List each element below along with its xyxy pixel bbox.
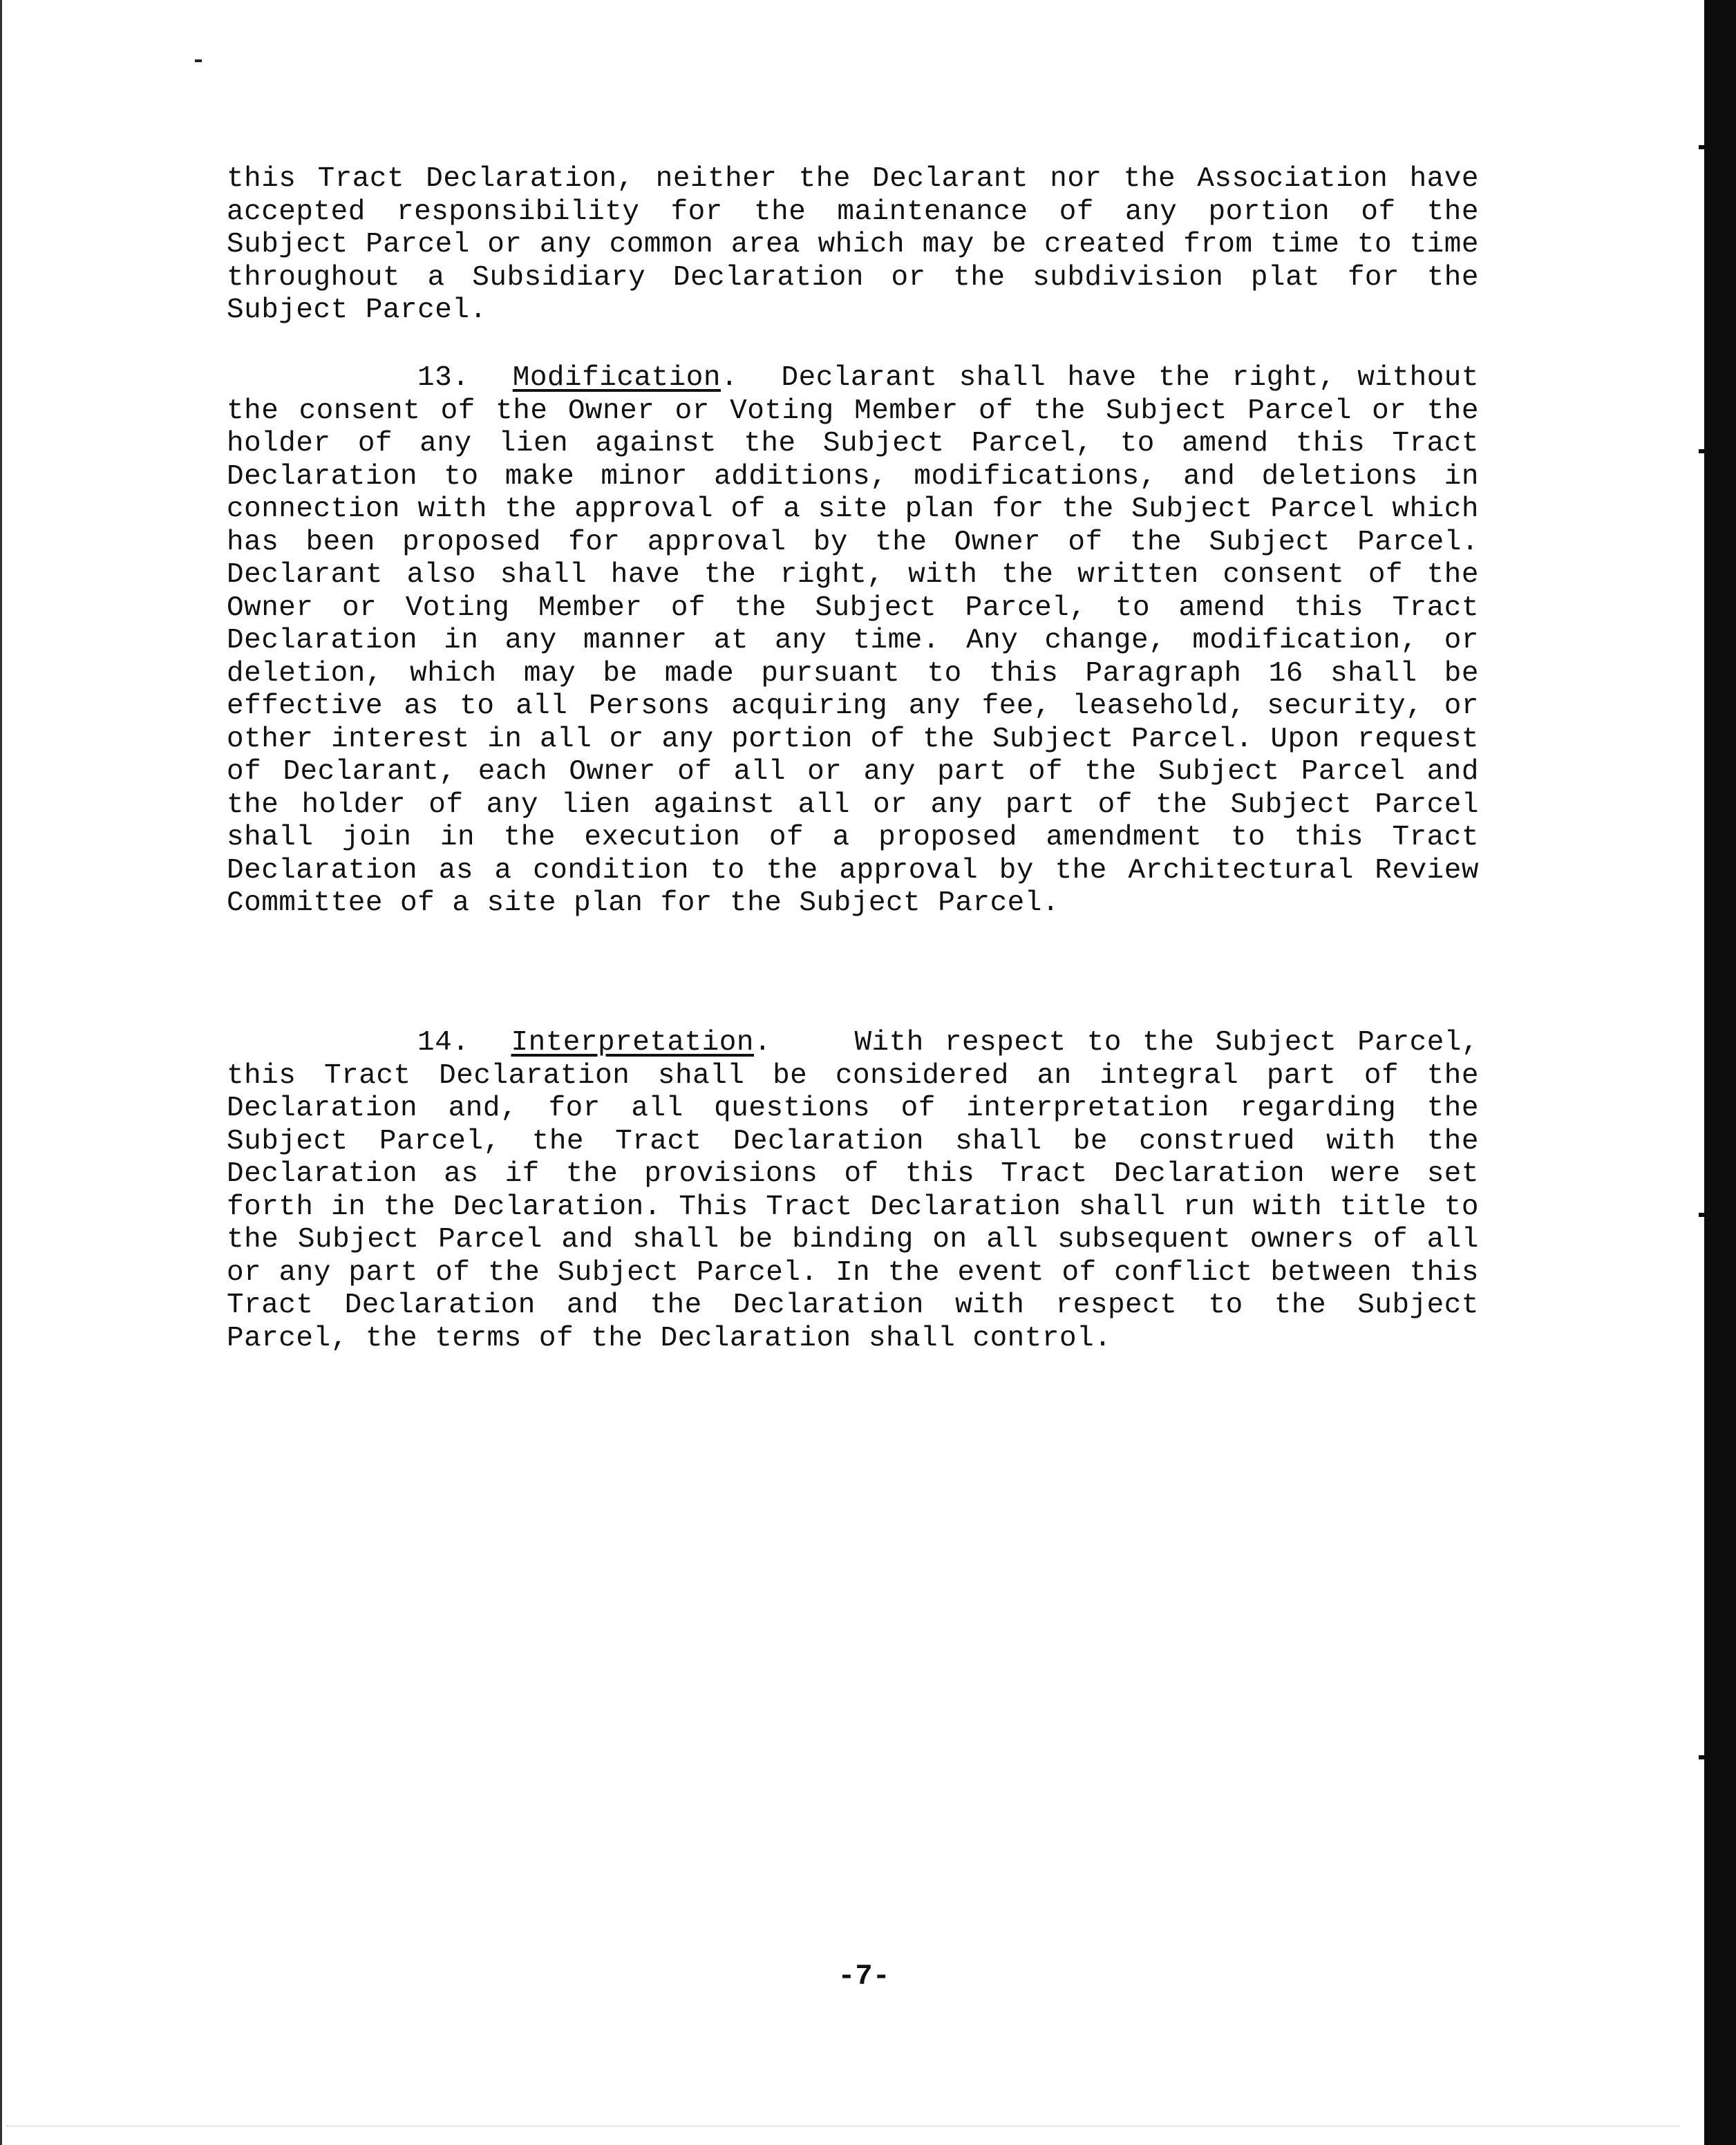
scan-right-edge — [1704, 0, 1736, 2145]
section-13-body: Declarant shall have the right, without the consent of the Owner or Voting Member of the Subject Parcel or the holder of any lien against the Subject Parcel, to amend this Tract Declaration to make minor additions, modifications, and deletions in connection with the approval of a site plan for the Subject Parcel which has been proposed for approval by the Owner of the Subject Parcel. Declarant also shall have the right, with the written consent of the Owner or Voting Member of the Subject Parcel, to amend this Tract Declaration in any manner at any time. Any change, modification, or deletion, which may be made pursuant to this Paragraph 16 shall be effective as to all Persons acquiring any fee, leasehold, security, or other interest in all or any portion of the Subject Parcel. Upon request of Declarant, each Owner of all or any part of the Subject Parcel and the holder of any lien against all or any part of the Subject Parcel shall join in the execution of a proposed amendment to this Tract Declaration as a condition to the approval by the Architectural Review Committee of a site plan for the Subject Parcel. — [227, 362, 1480, 919]
paragraph-continuation: this Tract Declaration, neither the Declarant nor the Association have accepted responsibility for the maintenance of any portion of the Subject Parcel or any common area which may be created from time to time throughout a Subsidiary Declaration or the subdivision plat for the Subject Parcel. — [227, 163, 1479, 326]
section-14-number: 14. — [417, 1027, 470, 1059]
scan-speck — [195, 59, 202, 62]
section-13-heading-period: . — [720, 362, 739, 394]
scan-edge-mark — [1699, 145, 1704, 149]
scan-left-edge — [0, 0, 2, 2145]
scan-bottom-artifact — [7, 2126, 1679, 2127]
section-13-heading: Modification — [512, 362, 721, 394]
section-13-paragraph — [227, 362, 1479, 920]
section-14-heading-period: . — [753, 1027, 772, 1059]
section-14-body: With respect to the Subject Parcel, this Tract Declaration shall be considered an integral part of the Declaration and, for all questions of interpretation regarding the Subject Parcel, the Tract Declaration shall be construed with the Declaration as if the provisions of this Tract Declaration were set forth in the Declaration. This Tract Declaration shall run with title to the Subject Parcel and shall be binding on all subsequent owners of all or any part of the Subject Parcel. In the event of conflict between this Tract Declaration and the Declaration with respect to the Subject Parcel, the terms of the Declaration shall control. — [227, 1027, 1479, 1354]
scan-edge-mark — [1699, 449, 1704, 453]
scan-edge-mark — [1699, 1213, 1704, 1217]
scan-edge-mark — [1699, 1755, 1704, 1759]
section-14-paragraph — [227, 1027, 1479, 1355]
section-13-number: 13. — [417, 362, 470, 394]
section-14-heading: Interpretation — [511, 1027, 754, 1059]
page-number: -7- — [838, 1960, 890, 1993]
